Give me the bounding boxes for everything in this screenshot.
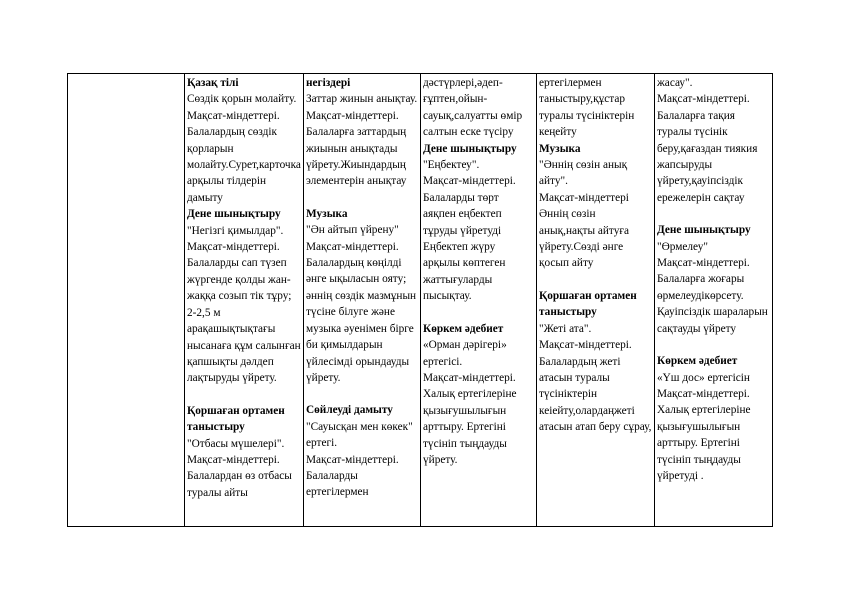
lesson-text: "Сауысқан мен көкек" ертегі. <box>306 420 413 450</box>
subject-heading: негіздері <box>306 77 351 89</box>
table-row <box>68 74 773 527</box>
lesson-text: жасау". <box>657 77 693 89</box>
column-cell-2 <box>304 74 421 527</box>
lesson-text: Мақсат-міндеттері. Халық ертегілеріне қызығушылығын арттыру. Ертегіні түсініп тыңдауды үйрету. <box>423 371 517 466</box>
lesson-text: "Өрмелеу" <box>657 240 709 253</box>
lesson-text: "Жеті ата". <box>539 322 592 335</box>
subject-heading: Дене шынықтыру <box>187 208 281 221</box>
lesson-text: Мақсат-міндеттері. Балаларды сап түзеп жүргенде қолды жан-жаққа созып тік тұру; 2-2,5 м арақашықтықтағы нысанаға құм салынған қапшықты дәлдеп лақтыруды үйрету. <box>187 241 301 385</box>
subject-heading: Дене шынықтыру <box>657 224 751 237</box>
lesson-text: Мақсат-міндеттері. Балалардың көңілді әнге ықыласын ояту; әннің сөздік мазмұнын түсіне білуге және музыка әуенімен бірге би қимылдарын үйлесімді орындауды үйрету. <box>306 240 417 384</box>
spacer <box>423 305 534 321</box>
subject-heading: Қоршаған ортамен таныстыру <box>539 289 637 319</box>
lesson-text: «Үш дос» ертегісін <box>657 371 750 384</box>
spacer <box>187 387 301 403</box>
lesson-text: "Еңбектеу". <box>423 159 480 172</box>
weekly-plan-table <box>67 73 773 527</box>
lesson-text: Мақсат-міндеттері. Балаларға заттардың жиынын анықтады үйрету.Жиындардың элементерін анықтау <box>306 109 407 188</box>
column-cell-1 <box>185 74 304 527</box>
subject-heading: Дене шынықтыру <box>423 142 517 155</box>
spacer <box>657 337 770 353</box>
lesson-text: Мақсат-міндеттері. Балалардың жеті атасын туралы түсініктерін кеіейту,олардаңжеті атасын атап беру сұрау, <box>539 339 652 434</box>
lesson-text: Мақсат-міндеттері. Балалардан өз отбасы туралы айты <box>187 453 292 499</box>
lesson-text: «Орман дәрігері» ертегісі. <box>423 339 507 368</box>
subject-heading: Қоршаған ортамен таныстыру <box>187 404 285 434</box>
subject-heading: Қазақ тілі <box>187 77 239 89</box>
subject-heading: Көркем әдебиет <box>657 355 738 368</box>
lesson-text: Мақсат-міндеттері. Балаларды ертегілермен <box>306 453 399 499</box>
column-cell-3 <box>421 74 537 527</box>
lesson-text: Мақсат-міндеттері Әннің сөзін анық,нақты айтуға үйрету.Сөзді әнге қосып айту <box>539 191 630 270</box>
lesson-text: "Ән айтып үйрену" <box>306 224 399 237</box>
spacer <box>306 386 418 402</box>
spacer <box>657 206 770 222</box>
subject-heading: Музыка <box>306 207 348 220</box>
lesson-text: ертегілермен таныстыру,құстар туралы түсініктерін кеңейту <box>539 77 635 139</box>
subject-heading: Көркем әдебиет <box>423 322 504 335</box>
lesson-text: Сөздік қорын молайту. <box>187 93 297 106</box>
lesson-text: "Отбасы мүшелері". <box>187 437 285 450</box>
lesson-text: дәстүрлері,әдеп-ғұптен,ойын-сауық,салуатты өмір салтын еске түсіру <box>423 77 523 139</box>
column-cell-5 <box>655 74 773 527</box>
lesson-text: Заттар жинын анықтау. <box>306 93 418 106</box>
lesson-text: Мақсат-міндеттері. Халық ертегілеріне қызығушылығын арттыру. Ертегіні түсініп тыңдауды үйретуді . <box>657 387 751 482</box>
lesson-text: Мақсат-міндеттері. Балалардың сөздік қорларын молайту.Сурет,карточка арқылы тілдерін дамыту <box>187 109 301 204</box>
lesson-text: Мақсат-міндеттері. Балаларды төрт аяқпен еңбектеп тұруды үйретуді Еңбектеп жүру арқылы көптеген жаттығуларды пысықтау. <box>423 175 516 303</box>
lesson-text: Мақсат-міндеттері. Балаларға жоғары өрмелеудікөрсету. Қауіпсіздік шараларын сақтауды үйрету <box>657 257 768 335</box>
column-cell-0 <box>68 74 185 527</box>
spacer <box>539 272 652 288</box>
lesson-text: "Әннің сөзін анық айту". <box>539 159 628 188</box>
spacer <box>306 190 418 206</box>
lesson-text: Мақсат-міндеттері. Балаларға тақия туралы түсінік беру,қағаздан тиякия жапсыруды үйрету,қауіпсіздік ережелерін сақтау <box>657 93 758 204</box>
column-cell-4 <box>537 74 655 527</box>
lesson-text: "Негізгі қимылдар". <box>187 224 284 237</box>
subject-heading: Сөйлеуді дамыту <box>306 404 393 417</box>
subject-heading: Музыка <box>539 142 581 155</box>
